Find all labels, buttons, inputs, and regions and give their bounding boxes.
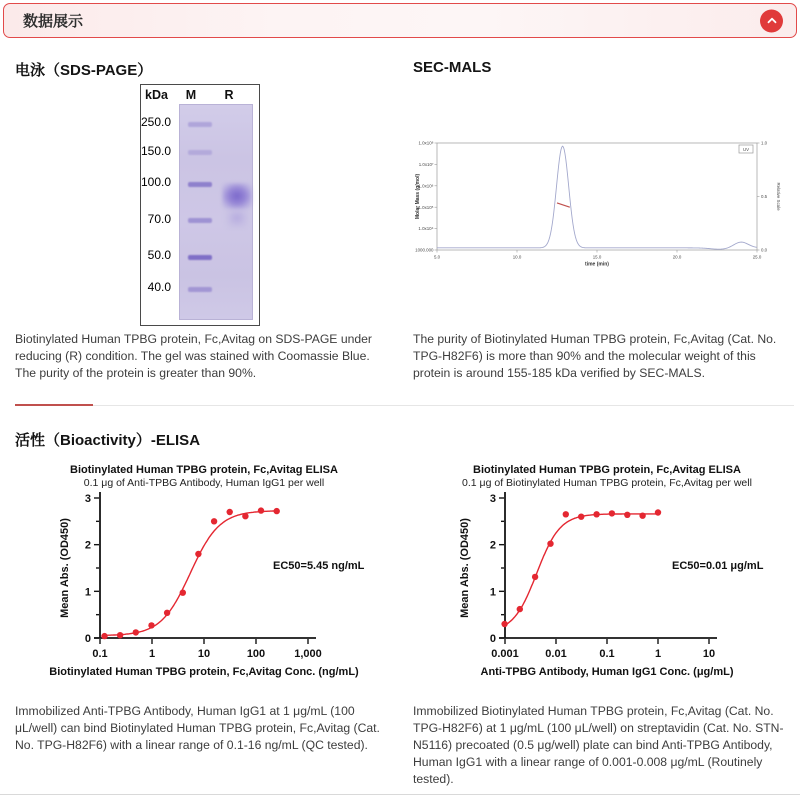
- y-tick-label: 3: [84, 493, 91, 505]
- data-display-header[interactable]: [3, 3, 797, 38]
- data-point: [133, 629, 139, 635]
- y-tick-label: 2: [489, 539, 496, 552]
- bioactivity-section-title: 活性（Bioactivity）-ELISA: [15, 432, 201, 449]
- x-tick-label: 1,000: [294, 648, 322, 660]
- sec-mals-section-title: SEC-MALS: [413, 59, 492, 76]
- x-tick-label: 0.1: [599, 648, 615, 660]
- marker-band: [188, 182, 212, 187]
- gel-marker-label: 150.0: [140, 143, 171, 158]
- y-tick-label-right: 0.5: [761, 194, 768, 200]
- y-tick-label: 1.0x10⁷: [418, 162, 434, 167]
- data-point: [578, 514, 584, 520]
- secmals-plot-frame: [437, 143, 757, 250]
- x-tick-label: 10: [702, 648, 716, 660]
- x-tick-label: 25.0: [752, 254, 762, 260]
- y-axis-title: Mean Abs. (OD450): [59, 518, 71, 618]
- chart-title: Biotinylated Human TPBG protein, Fc,Avitag ELISA: [473, 464, 741, 476]
- marker-band: [188, 218, 212, 223]
- data-point: [195, 551, 201, 557]
- x-tick-label: 10.0: [512, 254, 522, 260]
- data-point: [117, 632, 123, 638]
- sds-page-gel-image: [140, 84, 260, 326]
- data-point: [517, 606, 523, 612]
- x-tick-label: 100: [246, 648, 266, 660]
- data-point: [274, 508, 280, 514]
- chevron-up-icon: [765, 14, 779, 28]
- elisa-chart-left: [49, 458, 407, 693]
- chart-title: Biotinylated Human TPBG protein, Fc,Avitag ELISA: [70, 464, 338, 476]
- gel-marker-label: 100.0: [140, 175, 171, 190]
- data-point: [609, 510, 615, 516]
- section-divider: [15, 405, 794, 406]
- y-tick-label-right: 1.0: [761, 140, 768, 146]
- data-point: [532, 574, 538, 580]
- y-tick-label: 1: [489, 586, 496, 599]
- sds-page-caption: Biotinylated Human TPBG protein, Fc,Avitag on SDS-PAGE under reducing (R) condition. The gel was stained with Coomassie Blue. The purity of the protein is greater than 90%.: [15, 332, 372, 380]
- y-tick-label: 0: [489, 633, 496, 645]
- x-tick-label: 15.0: [592, 254, 602, 260]
- gel-marker-label: 50.0: [147, 248, 171, 263]
- y-tick-label-right: 0.0: [761, 247, 768, 253]
- y-tick-label: 1.0x10⁵: [418, 204, 434, 210]
- gel-marker-label: 250.0: [140, 115, 171, 129]
- data-point: [180, 590, 186, 596]
- section-divider-accent: [15, 404, 93, 406]
- data-point: [148, 622, 154, 628]
- marker-band: [188, 150, 212, 155]
- gel-lane-label-m: M: [185, 88, 197, 102]
- x-tick-label: 10: [197, 648, 211, 660]
- sds-page-section-title: 电泳（SDS-PAGE）: [15, 62, 153, 79]
- y-tick-label: 1000.000: [415, 247, 434, 253]
- marker-band: [188, 122, 212, 127]
- gel-strip: [179, 104, 253, 320]
- fit-curve: [503, 514, 658, 627]
- page-title: 数据展示: [23, 13, 84, 30]
- y-axis-title-right: Relative Scale: [776, 182, 781, 211]
- y-tick-label: 1.0x10⁶: [418, 183, 434, 189]
- fit-curve: [103, 511, 277, 636]
- x-axis-title: time (min): [585, 261, 609, 268]
- data-point: [655, 509, 661, 515]
- data-point: [258, 507, 264, 513]
- data-point: [501, 621, 507, 627]
- x-tick-label: 0.01: [545, 648, 567, 660]
- gel-marker-label: 70.0: [147, 211, 171, 226]
- marker-band: [188, 287, 212, 292]
- x-tick-label: 0.1: [92, 648, 108, 660]
- elisa-caption-right: Immobilized Biotinylated Human TPBG protein, Fc,Avitag (Cat. No. TPG-H82F6) at 1 μg/mL (100 μL/well) on streptavidin (Cat. No. STN-N5116) precoated (0.5 μg/well) plate can bind Anti-TPBG Antibody, Human IgG1 with a linear range of 0.001-0.008 μg/mL (Routinely tested).: [413, 704, 784, 786]
- data-point: [211, 518, 217, 524]
- legend-label: UV: [742, 146, 750, 152]
- y-tick-label: 0: [84, 633, 91, 645]
- y-tick-label: 2: [84, 539, 91, 552]
- data-point: [164, 610, 170, 616]
- marker-band: [188, 255, 212, 260]
- data-point: [101, 633, 107, 639]
- y-tick-label: 1.0x10⁴: [418, 226, 434, 232]
- collapse-button[interactable]: [760, 9, 783, 32]
- ec50-annotation: EC50=0.01 μg/mL: [672, 560, 764, 572]
- ec50-annotation: EC50=5.45 ng/mL: [273, 560, 365, 572]
- chart-subtitle: 0.1 μg of Anti-TPBG Antibody, Human IgG1 per well: [83, 477, 325, 489]
- data-point: [547, 541, 553, 547]
- gel-marker-label: 40.0: [147, 280, 171, 295]
- y-axis-title-left: Molar Mass (g/mol): [415, 173, 421, 220]
- data-point: [242, 513, 248, 519]
- y-tick-label: 1.0x10⁸: [418, 140, 434, 146]
- x-tick-label: 1: [148, 648, 156, 660]
- y-tick-label: 3: [489, 493, 496, 505]
- gel-lane-label-r: R: [224, 88, 234, 102]
- chart-subtitle: 0.1 μg of Biotinylated Human TPBG protein, Fc,Avitag per well: [462, 477, 752, 489]
- sec-mals-chart: [413, 136, 800, 270]
- sample-band-tail: [226, 208, 248, 228]
- sec-mals-caption: The purity of Biotinylated Human TPBG protein, Fc,Avitag (Cat. No. TPG-H82F6) is more than 90% and the molecular weight of this protein is around 155-185 kDa verified by SEC-MALS.: [413, 332, 777, 380]
- elisa-chart-right: [420, 458, 792, 693]
- x-tick-label: 0.001: [491, 648, 519, 660]
- elisa-caption-left: Immobilized Anti-TPBG Antibody, Human IgG1 at 1 μg/mL (100 μL/well) can bind Biotinylated Human TPBG protein, Fc,Avitag (Cat. No. TPG-H82F6) with a linear range of 0.1-16 ng/mL (QC tested).: [15, 704, 380, 752]
- data-point: [624, 512, 630, 518]
- data-point: [227, 509, 233, 515]
- molar-mass-trace: [557, 203, 570, 207]
- y-tick-label: 1: [84, 586, 91, 599]
- data-point: [639, 513, 645, 519]
- uv-trace: [437, 146, 757, 249]
- x-axis-title: Anti-TPBG Antibody, Human IgG1 Conc. (μg/mL): [480, 666, 734, 678]
- data-point: [563, 511, 569, 517]
- y-axis-title: Mean Abs. (OD450): [459, 518, 471, 618]
- x-tick-label: 1: [654, 648, 662, 660]
- gel-unit-label: kDa: [145, 88, 168, 102]
- sample-band: [222, 183, 252, 209]
- page-bottom-border: [0, 794, 800, 795]
- x-tick-label: 20.0: [672, 254, 682, 260]
- data-point: [593, 511, 599, 517]
- x-axis-title: Biotinylated Human TPBG protein, Fc,Avitag Conc. (ng/mL): [49, 666, 359, 678]
- x-tick-label: 5.0: [433, 254, 441, 260]
